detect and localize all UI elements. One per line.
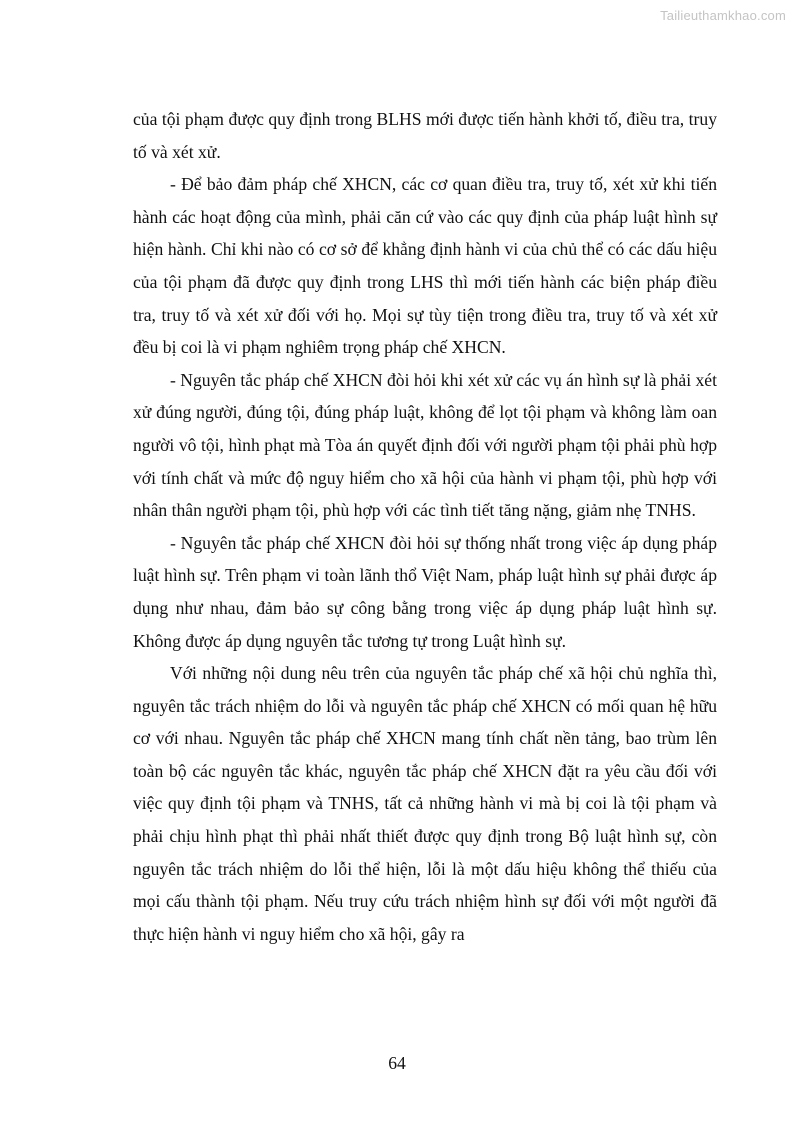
paragraph-legality-trial: - Nguyên tắc pháp chế XHCN đòi hỏi khi xét xử các vụ án hình sự là phải xét xử đúng người, đúng tội, đúng pháp luật, không để lọt tội phạm và không làm oan người vô tội, hình phạt mà Tòa án quyết định đối với người phạm tội phải phù hợp với tính chất và mức độ nguy hiểm cho xã hội của hành vi phạm tội, phù hợp với nhân thân người phạm tội, phù hợp với các tình tiết tăng nặng, giảm nhẹ TNHS. [133, 369, 717, 521]
paragraph-relationship: Với những nội dung nêu trên của nguyên tắc pháp chế xã hội chủ nghĩa thì, nguyên tắc trách nhiệm do lỗi và nguyên tắc pháp chế XHCN có mối quan hệ hữu cơ với nhau. Nguyên tắc pháp chế XHCN mang tính chất nền tảng, bao trùm lên toàn bộ các nguyên tắc khác, nguyên tắc pháp chế XHCN đặt ra yêu cầu đối với việc quy định tội phạm và TNHS, tất cả những hành vi mà bị coi là tội phạm và phải chịu hình phạt thì phải nhất thiết được quy định trong Bộ luật hình sự, còn nguyên tắc trách nhiệm do lỗi thể hiện, lỗi là một dấu hiệu không thể thiếu của mọi cấu thành tội phạm. Nếu truy cứu trách nhiệm hình sự đối với một người đã thực hiện hành vi nguy hiểm cho xã hội, gây ra [133, 663, 717, 944]
watermark-text: Tailieuthamkhao.com [660, 8, 786, 23]
paragraph-legality-bodies: - Để bảo đảm pháp chế XHCN, các cơ quan điều tra, truy tố, xét xử khi tiến hành các hoạt động của mình, phải căn cứ vào các quy định của pháp luật hình sự hiện hành. Chỉ khi nào có cơ sở để khẳng định hành vi của chủ thể có các dấu hiệu của tội phạm đã được quy định trong LHS thì mới tiến hành các biện pháp điều tra, truy tố và xét xử đối với họ. Mọi sự tùy tiện trong điều tra, truy tố và xét xử đều bị coi là vi phạm nghiêm trọng pháp chế XHCN. [133, 174, 717, 358]
paragraph-continuation: của tội phạm được quy định trong BLHS mới được tiến hành khởi tố, điều tra, truy tố và xét xử. [133, 109, 717, 162]
page-body [133, 103, 717, 950]
paragraph-legality-uniformity: - Nguyên tắc pháp chế XHCN đòi hỏi sự thống nhất trong việc áp dụng pháp luật hình sự. Trên phạm vi toàn lãnh thổ Việt Nam, pháp luật hình sự phải được áp dụng như nhau, đảm bảo sự công bằng trong việc áp dụng pháp luật hình sự. Không được áp dụng nguyên tắc tương tự trong Luật hình sự. [133, 532, 717, 651]
page-number: 64 [388, 1053, 406, 1073]
